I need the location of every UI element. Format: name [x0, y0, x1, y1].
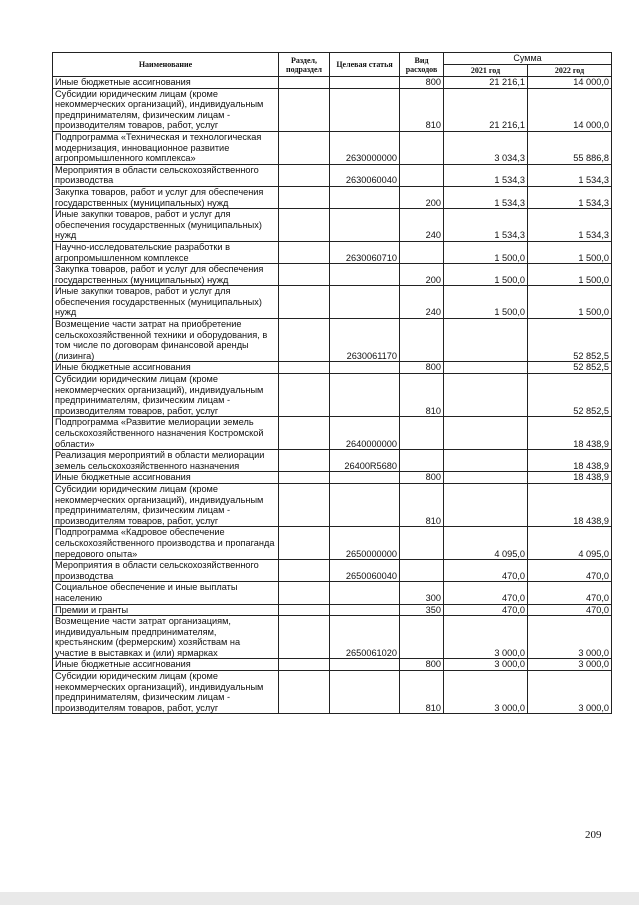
row-name: Возмещение части затрат организациям, индивидуальным предпринимателям, крестьянским (фермерским) хозяйствам на участие в выставках и (или) ярмарках [53, 616, 279, 659]
row-sum-2021: 1 500,0 [444, 286, 528, 319]
row-sum-2022: 3 000,0 [528, 659, 612, 671]
table-header [53, 53, 612, 77]
row-sum-2021: 4 095,0 [444, 527, 528, 560]
header-year-2022: 2022 год [528, 65, 612, 77]
row-sum-2022: 55 886,8 [528, 131, 612, 164]
row-section [279, 264, 330, 286]
row-expense-kind: 300 [400, 582, 444, 604]
row-name: Иные закупки товаров, работ и услуг для обеспечения государственных (муниципальных) нужд [53, 286, 279, 319]
row-sum-2022: 1 500,0 [528, 286, 612, 319]
row-sum-2022: 470,0 [528, 582, 612, 604]
row-target-code [330, 264, 400, 286]
row-sum-2021 [444, 483, 528, 526]
row-section [279, 77, 330, 89]
row-sum-2022: 1 500,0 [528, 241, 612, 263]
row-name: Субсидии юридическим лицам (кроме некоммерческих организаций), индивидуальным предпринимателям, физическим лицам - производителям товаров, работ, услуг [53, 671, 279, 714]
row-sum-2021: 3 000,0 [444, 671, 528, 714]
row-sum-2022: 3 000,0 [528, 671, 612, 714]
row-name: Субсидии юридическим лицам (кроме некоммерческих организаций), индивидуальным предпринимателям, физическим лицам - производителям товаров, работ, услуг [53, 483, 279, 526]
header-sum: Сумма [444, 53, 612, 65]
page-number: 209 [585, 829, 602, 841]
row-name: Мероприятия в области сельскохозяйственного производства [53, 164, 279, 186]
row-section [279, 88, 330, 131]
row-section [279, 164, 330, 186]
row-name: Мероприятия в области сельскохозяйственного производства [53, 560, 279, 582]
table-row [53, 527, 612, 560]
row-target-code [330, 77, 400, 89]
table-row [53, 88, 612, 131]
row-expense-kind: 200 [400, 264, 444, 286]
row-expense-kind [400, 164, 444, 186]
row-sum-2022: 3 000,0 [528, 616, 612, 659]
row-sum-2021: 21 216,1 [444, 77, 528, 89]
table-row [53, 671, 612, 714]
row-sum-2022: 1 534,3 [528, 209, 612, 242]
row-target-code: 2630061170 [330, 319, 400, 362]
row-name: Иные бюджетные ассигнования [53, 77, 279, 89]
row-sum-2021 [444, 374, 528, 417]
row-target-code [330, 186, 400, 208]
row-section [279, 417, 330, 450]
row-name: Подпрограмма «Кадровое обеспечение сельскохозяйственного производства и пропаганда передового опыта» [53, 527, 279, 560]
row-expense-kind [400, 319, 444, 362]
table-row [53, 472, 612, 484]
row-target-code [330, 88, 400, 131]
table-row [53, 560, 612, 582]
row-sum-2021: 1 500,0 [444, 241, 528, 263]
row-target-code [330, 582, 400, 604]
row-expense-kind: 810 [400, 374, 444, 417]
row-expense-kind: 800 [400, 77, 444, 89]
table-row [53, 450, 612, 472]
scan-edge [0, 892, 639, 905]
row-sum-2021: 3 000,0 [444, 616, 528, 659]
row-target-code [330, 209, 400, 242]
row-section [279, 450, 330, 472]
row-name: Подпрограмма «Техническая и технологическая модернизация, инновационное развитие агропромышленного комплекса» [53, 131, 279, 164]
row-sum-2021: 1 534,3 [444, 164, 528, 186]
row-name: Субсидии юридическим лицам (кроме некоммерческих организаций), индивидуальным предпринимателям, физическим лицам - производителям товаров, работ, услуг [53, 88, 279, 131]
row-section [279, 527, 330, 560]
row-sum-2021 [444, 362, 528, 374]
row-expense-kind: 800 [400, 659, 444, 671]
row-name: Закупка товаров, работ и услуг для обеспечения государственных (муниципальных) нужд [53, 264, 279, 286]
row-section [279, 286, 330, 319]
row-sum-2021: 470,0 [444, 604, 528, 616]
row-expense-kind [400, 241, 444, 263]
row-target-code [330, 671, 400, 714]
row-section [279, 659, 330, 671]
table-row [53, 186, 612, 208]
header-year-2021: 2021 год [444, 65, 528, 77]
table-body [53, 77, 612, 714]
table-row [53, 286, 612, 319]
row-expense-kind [400, 450, 444, 472]
row-section [279, 560, 330, 582]
header-kind: Вид расходов [400, 53, 444, 77]
row-sum-2022: 470,0 [528, 604, 612, 616]
row-section [279, 483, 330, 526]
row-target-code [330, 483, 400, 526]
header-target: Целевая статья [330, 53, 400, 77]
row-name: Закупка товаров, работ и услуг для обеспечения государственных (муниципальных) нужд [53, 186, 279, 208]
row-expense-kind [400, 527, 444, 560]
row-sum-2022: 52 852,5 [528, 319, 612, 362]
row-sum-2021: 1 534,3 [444, 209, 528, 242]
table-row [53, 209, 612, 242]
row-sum-2021: 1 500,0 [444, 264, 528, 286]
row-target-code: 2650000000 [330, 527, 400, 560]
table-row [53, 362, 612, 374]
row-sum-2022: 1 500,0 [528, 264, 612, 286]
table-row [53, 616, 612, 659]
row-sum-2021: 3 000,0 [444, 659, 528, 671]
row-sum-2021: 470,0 [444, 560, 528, 582]
table-row [53, 264, 612, 286]
table-row [53, 319, 612, 362]
row-sum-2021: 21 216,1 [444, 88, 528, 131]
row-section [279, 131, 330, 164]
row-expense-kind: 810 [400, 483, 444, 526]
table-row [53, 164, 612, 186]
row-section [279, 604, 330, 616]
budget-table [52, 52, 612, 714]
row-sum-2021: 470,0 [444, 582, 528, 604]
row-sum-2022: 18 438,9 [528, 450, 612, 472]
row-sum-2022: 18 438,9 [528, 483, 612, 526]
row-expense-kind: 240 [400, 286, 444, 319]
row-target-code [330, 472, 400, 484]
row-section [279, 319, 330, 362]
table-row [53, 659, 612, 671]
row-expense-kind: 200 [400, 186, 444, 208]
row-name: Иные закупки товаров, работ и услуг для обеспечения государственных (муниципальных) нужд [53, 209, 279, 242]
row-sum-2022: 52 852,5 [528, 374, 612, 417]
row-section [279, 374, 330, 417]
row-name: Социальное обеспечение и иные выплаты населению [53, 582, 279, 604]
row-sum-2022: 52 852,5 [528, 362, 612, 374]
table-row [53, 374, 612, 417]
row-target-code: 2640000000 [330, 417, 400, 450]
row-sum-2022: 18 438,9 [528, 417, 612, 450]
row-expense-kind: 240 [400, 209, 444, 242]
row-sum-2021: 1 534,3 [444, 186, 528, 208]
table-row [53, 131, 612, 164]
row-section [279, 209, 330, 242]
row-name: Иные бюджетные ассигнования [53, 659, 279, 671]
row-expense-kind: 800 [400, 472, 444, 484]
row-section [279, 582, 330, 604]
row-target-code [330, 604, 400, 616]
row-target-code: 26400R5680 [330, 450, 400, 472]
row-name: Научно-исследовательские разработки в агропромышленном комплексе [53, 241, 279, 263]
row-name: Субсидии юридическим лицам (кроме некоммерческих организаций), индивидуальным предпринимателям, физическим лицам - производителям товаров, работ, услуг [53, 374, 279, 417]
row-expense-kind: 350 [400, 604, 444, 616]
header-name: Наименование [53, 53, 279, 77]
row-section [279, 671, 330, 714]
row-sum-2021 [444, 450, 528, 472]
table-row [53, 241, 612, 263]
row-section [279, 186, 330, 208]
row-name: Иные бюджетные ассигнования [53, 472, 279, 484]
row-expense-kind: 800 [400, 362, 444, 374]
row-name: Иные бюджетные ассигнования [53, 362, 279, 374]
row-sum-2022: 4 095,0 [528, 527, 612, 560]
row-expense-kind: 810 [400, 671, 444, 714]
header-section: Раздел, подраздел [279, 53, 330, 77]
table-row [53, 77, 612, 89]
row-expense-kind: 810 [400, 88, 444, 131]
row-target-code: 2650061020 [330, 616, 400, 659]
row-sum-2021 [444, 417, 528, 450]
row-expense-kind [400, 616, 444, 659]
row-expense-kind [400, 560, 444, 582]
row-name: Подпрограмма «Развитие мелиорации земель сельскохозяйственного назначения Костромской области» [53, 417, 279, 450]
row-target-code: 2630060710 [330, 241, 400, 263]
row-name: Премии и гранты [53, 604, 279, 616]
row-sum-2022: 14 000,0 [528, 77, 612, 89]
row-sum-2022: 14 000,0 [528, 88, 612, 131]
row-name: Возмещение части затрат на приобретение сельскохозяйственной техники и оборудования, в том числе по договорам финансовой аренды (лизинга) [53, 319, 279, 362]
row-target-code [330, 362, 400, 374]
row-sum-2022: 470,0 [528, 560, 612, 582]
table-row [53, 417, 612, 450]
row-expense-kind [400, 417, 444, 450]
row-target-code: 2630000000 [330, 131, 400, 164]
row-sum-2021 [444, 472, 528, 484]
row-sum-2022: 1 534,3 [528, 186, 612, 208]
row-section [279, 616, 330, 659]
table-row [53, 582, 612, 604]
row-target-code [330, 374, 400, 417]
row-sum-2022: 18 438,9 [528, 472, 612, 484]
row-target-code: 2630060040 [330, 164, 400, 186]
row-sum-2021 [444, 319, 528, 362]
row-section [279, 362, 330, 374]
row-target-code: 2650060040 [330, 560, 400, 582]
table-row [53, 483, 612, 526]
row-sum-2022: 1 534,3 [528, 164, 612, 186]
row-name: Реализация мероприятий в области мелиорации земель сельскохозяйственного назначения [53, 450, 279, 472]
row-expense-kind [400, 131, 444, 164]
table-row [53, 604, 612, 616]
row-target-code [330, 659, 400, 671]
row-target-code [330, 286, 400, 319]
row-section [279, 241, 330, 263]
row-sum-2021: 3 034,3 [444, 131, 528, 164]
row-section [279, 472, 330, 484]
